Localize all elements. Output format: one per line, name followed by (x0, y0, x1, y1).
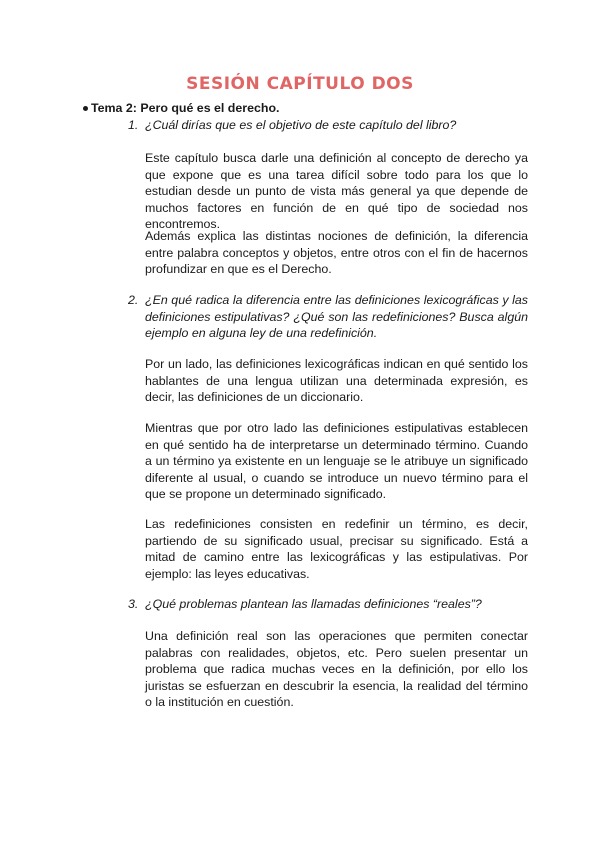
question-3-number: 3. (128, 597, 139, 611)
bullet-icon (83, 106, 88, 111)
answer-2-paragraph-2: Mientras que por otro lado las definiciones estipulativas establecen en qué sentido ha de interpretarse un determinado término. Cuando a un término ya existente en un lenguaje se le atribuye un significado diferente al usual, o cuando se introduce un nuevo término para el que se propone un determinado significado. (145, 421, 528, 502)
topic-heading (91, 100, 279, 116)
question-1-number: 1. (128, 118, 139, 132)
answer-3-paragraph-1: Una definición real son las operaciones que permiten conectar palabras con realidades, objetos, etc. Pero suelen presentar un problema que radica muchas veces en la definición, por ello los juristas se esfuerzan en descubrir la esencia, la realidad del término o la institución en cuestión. (145, 629, 528, 710)
question-3 (128, 596, 528, 613)
question-2-number: 2. (128, 293, 139, 307)
page-title: SESIÓN CAPÍTULO DOS (186, 74, 414, 94)
question-1 (128, 117, 528, 134)
question-2-text: ¿En qué radica la diferencia entre las definiciones lexicográficas y las definiciones estipulativas? ¿Qué son las redefiniciones? Busca algún ejemplo en alguna ley de una redefinición. (145, 293, 528, 340)
question-1-text: ¿Cuál dirías que es el objetivo de este capítulo del libro? (145, 118, 457, 132)
answer-1-paragraph-2: Además explica las distintas nociones de definición, la diferencia entre palabra conceptos y objetos, entre otros con el fin de hacernos profundizar en que es el Derecho. (145, 229, 528, 277)
answer-1-paragraph-1: Este capítulo busca darle una definición al concepto de derecho ya que expone que es una tarea difícil sobre todo para los que lo estudian desde un punto de vista más general ya que depende de muchos factores en función de en qué tipo de sociedad nos encontremos. (145, 151, 528, 232)
question-3-text: ¿Qué problemas plantean las llamadas definiciones “reales”? (145, 597, 482, 611)
answer-2-paragraph-1: Por un lado, las definiciones lexicográficas indican en qué sentido los hablantes de una lengua utilizan una determinada expresión, es decir, las definiciones de un diccionario. (145, 357, 528, 405)
question-2 (128, 292, 528, 342)
answer-2-paragraph-3: Las redefiniciones consisten en redefinir un término, es decir, partiendo de su significado usual, precisar su significado. Está a mitad de camino entre las lexicográficas y las estipulativas. Por ejemplo: las leyes educativas. (145, 517, 528, 581)
topic-label: Tema 2: Pero qué es el derecho. (91, 101, 280, 115)
